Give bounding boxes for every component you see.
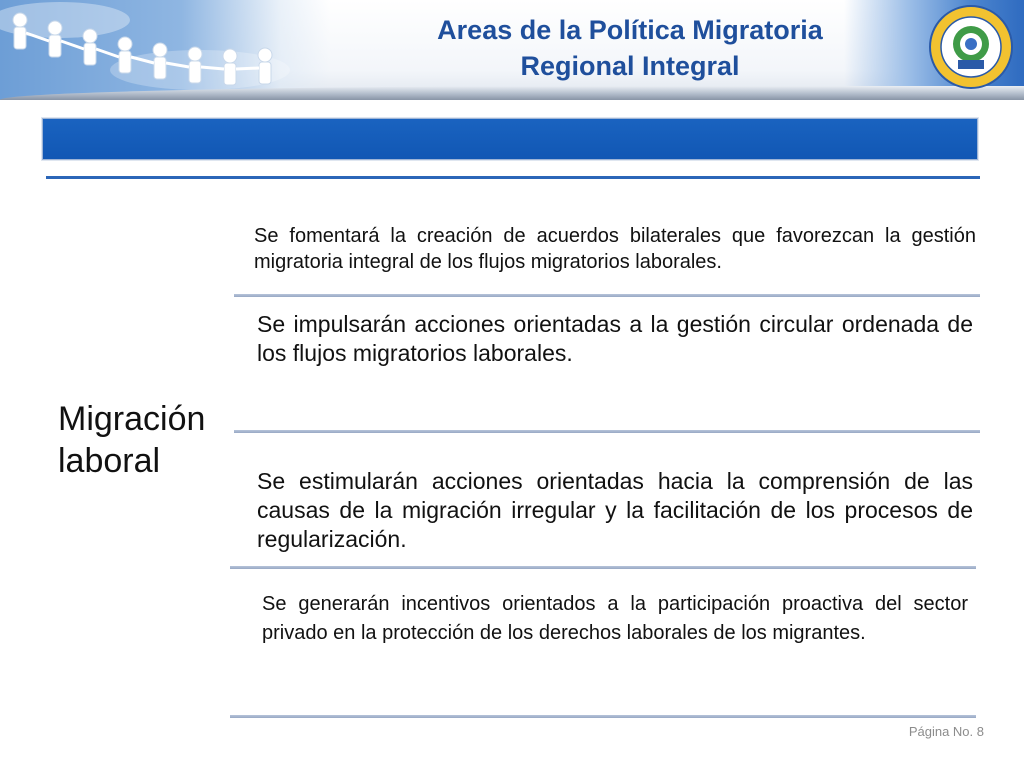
page-title — [380, 12, 880, 84]
divider-4 — [230, 715, 976, 718]
top-divider — [46, 176, 980, 179]
item-3-text: Se estimularán acciones orientadas hacia la comprensión de las causas de la migración irregular y la facilitación de los procesos de regularización. — [257, 468, 973, 552]
header-banner — [0, 0, 1024, 100]
section-label-line-1: Migración — [58, 400, 206, 438]
title-line-2: Regional Integral — [520, 51, 740, 81]
title-line-1: Areas de la Política Migratoria — [437, 15, 823, 45]
section-label — [58, 398, 205, 482]
divider-2 — [234, 430, 980, 433]
section-header-bar — [42, 118, 978, 160]
paper-chain-people-illustration — [0, 0, 330, 100]
item-4-text: Se generarán incentivos orientados a la participación proactiva del sector privado en la protección de los derechos laborales de los migrantes. — [262, 593, 968, 644]
item-1-text: Se fomentará la creación de acuerdos bilaterales que favorezcan la gestión migratoria integral de los flujos migratorios laborales. — [254, 225, 976, 273]
item-2-text: Se impulsarán acciones orientadas a la gestión circular ordenada de los flujos migratorios laborales. — [257, 311, 973, 366]
section-label-line-2: laboral — [58, 442, 161, 480]
divider-3 — [230, 566, 976, 569]
divider-1 — [234, 294, 980, 297]
banner-image — [0, 0, 330, 100]
page-number: Página No. 8 — [908, 724, 984, 739]
sica-seal-logo — [928, 4, 1014, 90]
